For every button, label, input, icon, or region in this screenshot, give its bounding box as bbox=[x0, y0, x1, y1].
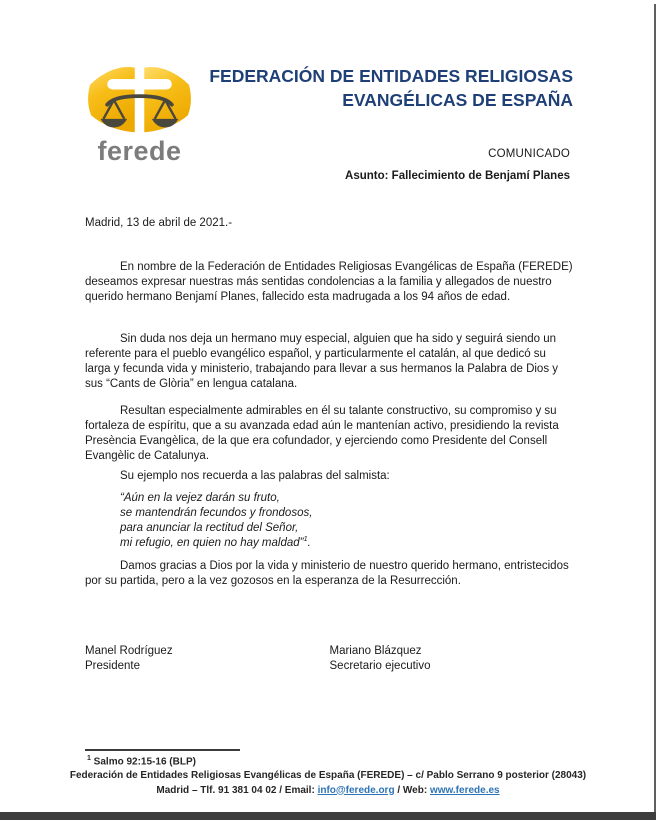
paragraph-closing: Damos gracias a Dios por la vida y ministerio de nuestro querido hermano, entristecidos por su partida, pero a la vez gozosos en la esperanza de la Resurrección. bbox=[85, 560, 569, 587]
paragraph-character: Resultan especialmente admirables en él su talante constructivo, su compromiso y su fortaleza de espíritu, que a su avanzada edad aún le mantenían activo, presidiendo la revista Presència Evangèlica, de la que era cofundador, y ejerciendo como Presidente del Consell Evangèlic de Catalunya. bbox=[85, 405, 559, 462]
quote-last-line bbox=[120, 536, 540, 551]
page-edge-bottom bbox=[0, 812, 656, 820]
quote-period: . bbox=[307, 537, 311, 549]
paragraph-psalmist-intro: Su ejemplo nos recuerda a las palabras del salmista: bbox=[120, 470, 390, 482]
signature-name: Manel Rodríguez bbox=[85, 645, 173, 657]
web-link[interactable]: www.ferede.es bbox=[429, 784, 500, 796]
signature-president bbox=[85, 644, 330, 674]
org-title-line1: FEDERACIÓN DE ENTIDADES RELIGIOSAS bbox=[209, 66, 573, 86]
paragraph-legacy: Sin duda nos deja un hermano muy especial, alguien que ha sido y seguirá siendo un referente para el pueblo evangélico español, y particularmente el catalán, al que dedicó su larga y fecunda vida y ministerio, trabajando para llevar a sus hermanos la Palabra de Dios y sus “Cants de Glòria” en lengua catalana. bbox=[85, 333, 559, 390]
signature-block bbox=[85, 644, 574, 674]
footer-line2-mid: / Web: bbox=[394, 784, 430, 796]
org-title bbox=[173, 64, 573, 112]
email-link[interactable]: info@ferede.org bbox=[317, 784, 395, 796]
psalm-quote bbox=[120, 491, 540, 551]
signature-secretary bbox=[330, 644, 575, 674]
paragraph-condolences: En nombre de la Federación de Entidades Religiosas Evangélicas de España (FEREDE) deseamos expresar nuestras más sentidas condolencias a la familia y allegados de nuestro querido hermano Benjamí Planes, fallecido esta madrugada a los 94 años de edad. bbox=[85, 261, 573, 303]
org-title-line2: EVANGÉLICAS DE ESPAÑA bbox=[342, 90, 573, 110]
doc-type-label: COMUNICADO bbox=[488, 148, 570, 160]
signature-role: Presidente bbox=[85, 660, 140, 672]
subject-line: Asunto: Fallecimiento de Benjamí Planes bbox=[345, 170, 570, 182]
footnote-number: 1 bbox=[87, 755, 91, 762]
signature-role: Secretario ejecutivo bbox=[329, 660, 431, 672]
quote-line: “Aún en la vejez darán su fruto, bbox=[120, 492, 280, 504]
dateline: Madrid, 13 de abril de 2021.- bbox=[85, 217, 233, 229]
ferede-logo-text: ferede bbox=[97, 136, 182, 166]
footnote bbox=[87, 755, 196, 767]
footnote-text: Salmo 92:15-16 (BLP) bbox=[90, 756, 196, 768]
footnote-separator bbox=[85, 749, 240, 751]
signature-name: Mariano Blázquez bbox=[329, 645, 422, 657]
footer-address bbox=[60, 769, 596, 798]
quote-line: se mantendrán fecundos y frondosos, bbox=[120, 507, 313, 519]
footer-line1: Federación de Entidades Religiosas Evangélicas de España (FEREDE) – c/ Pablo Serrano 9 posterior (28043) bbox=[69, 770, 587, 781]
footer-line2-prefix: Madrid – Tlf. 91 381 04 02 / Email: bbox=[156, 784, 318, 796]
quote-line: para anunciar la rectitud del Señor, bbox=[120, 522, 299, 534]
footnote-reference-mark: 1 bbox=[303, 534, 308, 544]
quote-last-text: mi refugio, en quien no hay maldad” bbox=[120, 537, 304, 549]
footer-line2 bbox=[60, 784, 596, 799]
